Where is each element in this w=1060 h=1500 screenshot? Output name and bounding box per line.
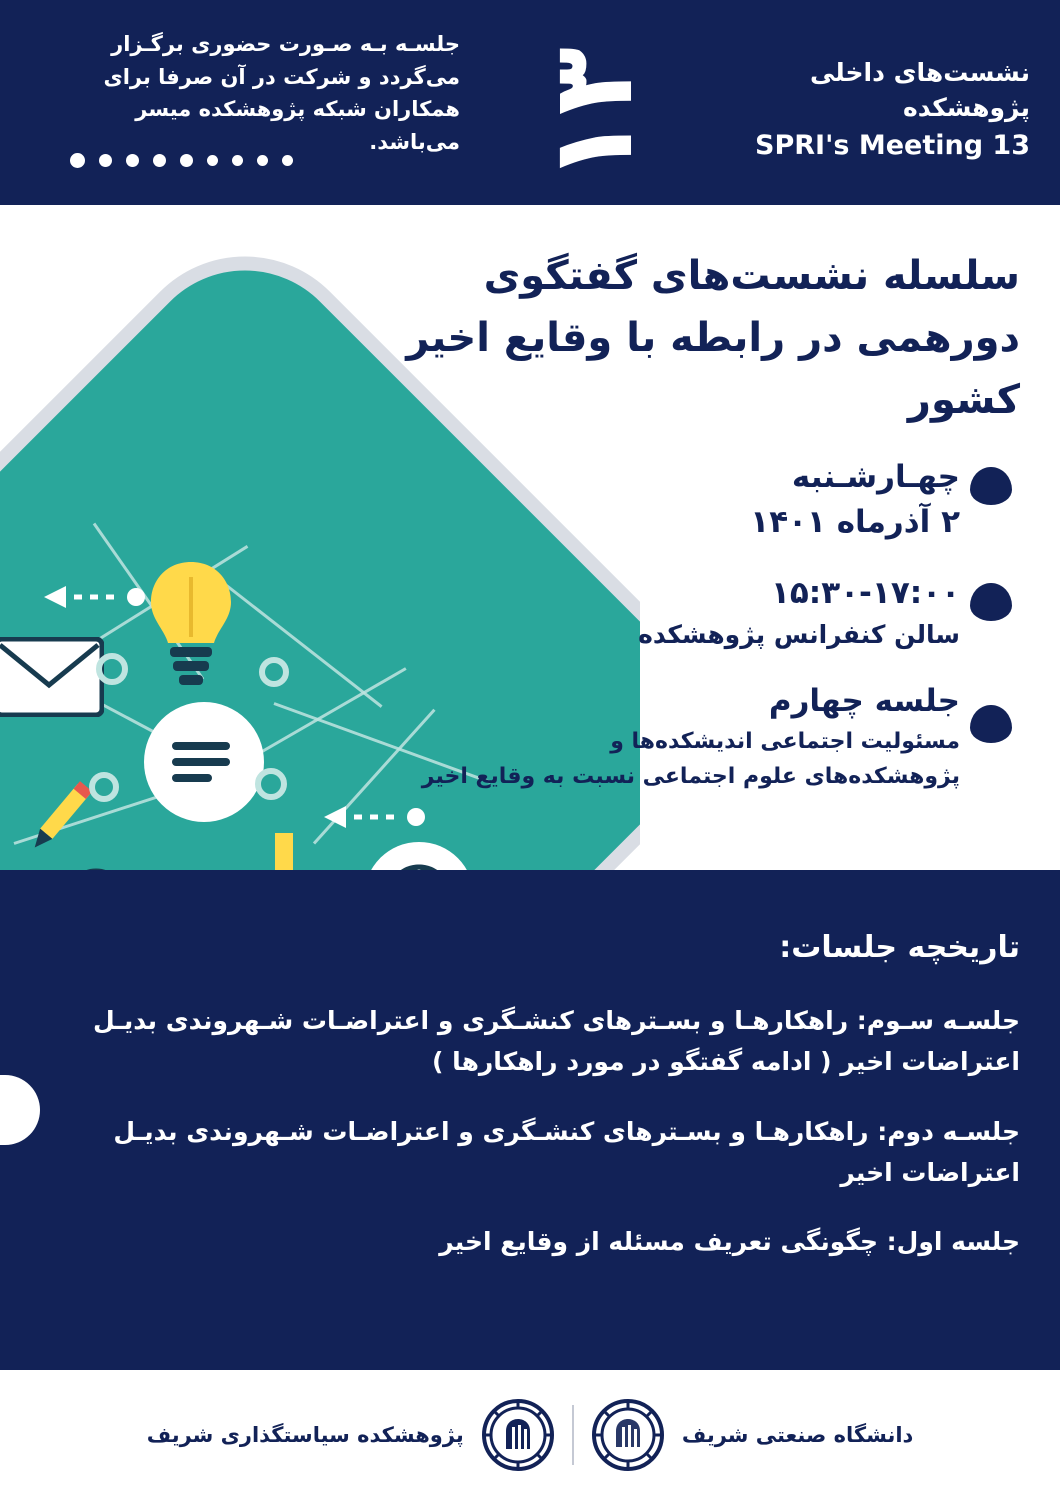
event-details (400, 455, 1020, 821)
decorative-dots (70, 150, 370, 170)
footer-divider (572, 1405, 574, 1465)
gear-icon (249, 762, 293, 806)
footer-label-sharif: دانشگاه صنعتی شریف (681, 1423, 914, 1447)
gear-icon (254, 652, 294, 692)
bullet-icon (970, 705, 1012, 743)
event-venue: سالن کنفرانس پژوهشکده (638, 619, 960, 649)
detail-date (400, 455, 1020, 545)
gear-icon (84, 767, 124, 807)
event-day: چهـارشـنبه (791, 459, 960, 495)
footer-label-spri: پژوهشکده سیاستگذاری شریف (146, 1423, 464, 1447)
spri-logo (482, 1399, 554, 1471)
attendance-note: جلسـه بـه صـورت حضوری برگـزار می‌گردد و شرکت در آن صرفا برای همکاران شبکه پژوهشکده میسر می‌باشد. (103, 32, 460, 154)
series-title-fa: نشست‌های داخلی پژوهشکده (810, 58, 1030, 122)
series-titles (700, 55, 1030, 165)
meeting-number (505, 20, 695, 195)
chat-lines-icon (166, 734, 244, 796)
event-time: ۱۵:۳۰-۱۷:۰۰ (770, 574, 960, 611)
session-label: جلسه چهارم (768, 683, 960, 720)
footer (0, 1370, 1060, 1500)
detail-time-venue (400, 571, 1020, 653)
bullet-icon (970, 583, 1012, 621)
sharif-university-logo (592, 1399, 664, 1471)
header-band (0, 0, 1060, 205)
meeting-number-text: ۱۳ (527, 46, 658, 184)
event-date: ۲ آذرماه ۱۴۰۱ (750, 503, 960, 540)
bullet-icon (970, 467, 1012, 505)
page-title: سلسله نشست‌های گفتگوی دورهمی در رابطه با وقایع اخیر کشور (406, 253, 1020, 423)
list-item: جلسـه دوم: راهکارهـا و بسـترهای کنشـگری و اعتراضـات شـهروندی بدیـل اعتراضات اخیر (113, 1116, 1020, 1187)
envelope-icon (0, 637, 104, 717)
history-title: تاریخچه جلسات: (779, 930, 1020, 965)
series-title-en: SPRI's Meeting 13 (755, 130, 1030, 161)
history-list (60, 1000, 1020, 1290)
session-title-line-2: پژوهشکده‌های علوم اجتماعی نسبت به وقایع اخیر (421, 764, 960, 790)
list-item: جلسه اول: چگونگی تعریف مسئله از وقایع اخیر (439, 1227, 1020, 1256)
session-title-line-1: مسئولیت اجتماعی اندیشکده‌ها و (610, 729, 960, 755)
gear-icon (90, 647, 134, 691)
arrow-dashed-icon (44, 582, 154, 612)
detail-session (400, 679, 1020, 794)
list-item: جلسـه سـوم: راهکارهـا و بسـترهای کنشـگری و اعتراضـات شـهروندی بدیـل اعتراضات اخیر ( ادامه گفتگو در مورد راهکارها ) (92, 1006, 1020, 1077)
lightbulb-icon (146, 557, 236, 692)
